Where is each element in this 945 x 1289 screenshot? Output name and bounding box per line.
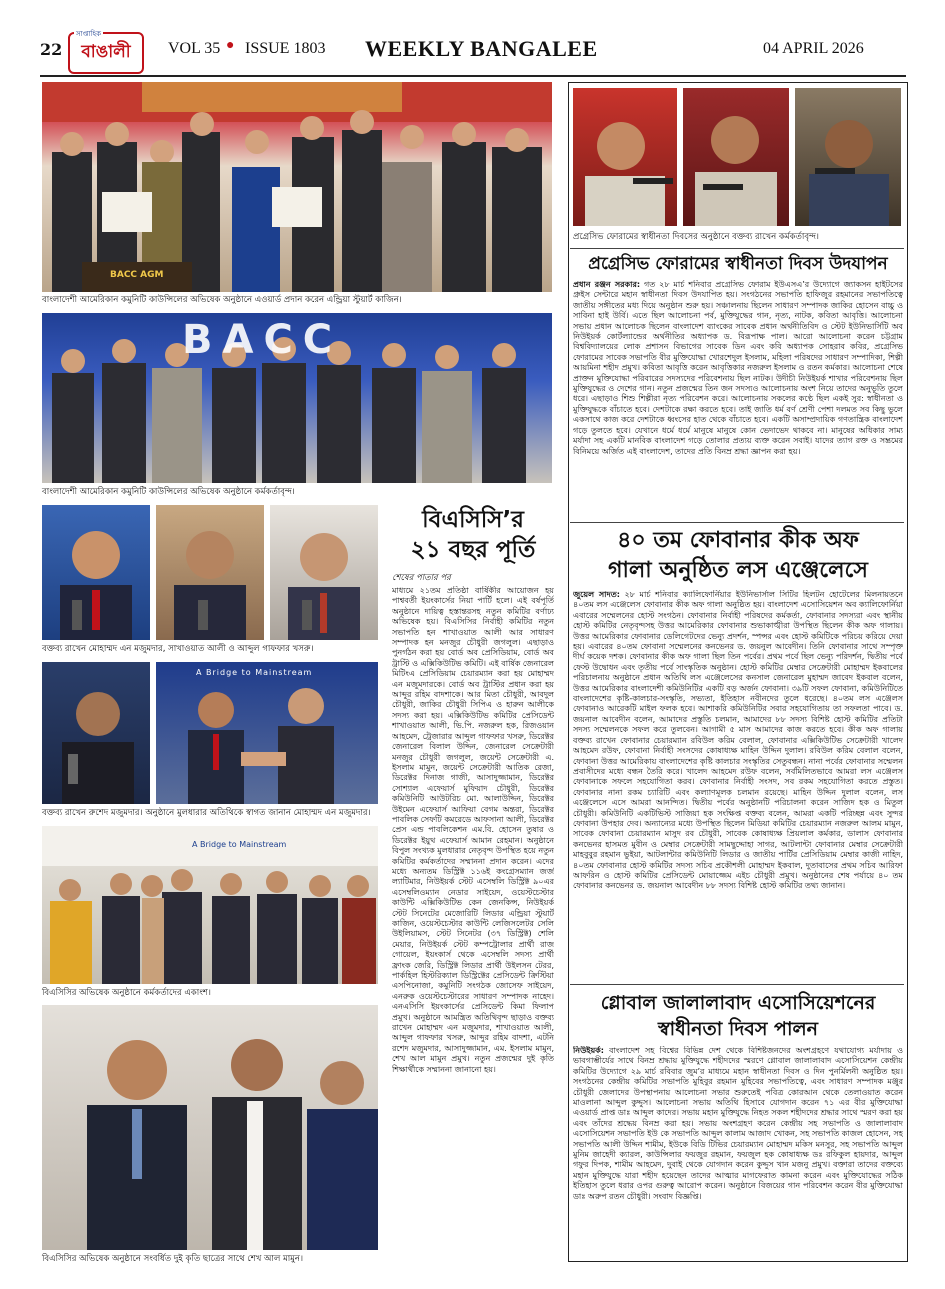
photo-progressive-speaker-2 bbox=[683, 88, 789, 226]
banner-text: BACC bbox=[182, 317, 343, 363]
fobana-byline: জুয়েল সাদত: bbox=[573, 590, 620, 599]
backdrop-text: A Bridge to Mainstream bbox=[192, 840, 287, 849]
photo-speaker-3 bbox=[270, 505, 378, 640]
photo-award-crowd bbox=[42, 82, 552, 292]
masthead-rule bbox=[40, 75, 906, 77]
issue: ISSUE 1803 bbox=[245, 40, 326, 57]
paper-name: WEEKLY BANGALEE bbox=[365, 36, 598, 61]
caption-photo-1: বাংলাদেশী আমেরিকান কমুনিটি কাউন্সিলের অভিষেক অনুষ্ঠানে এওয়ার্ড প্রদান করেন এন্ড্রিয়া স্টুয়ার্ট কাজিন। bbox=[42, 295, 402, 305]
speaker-figure bbox=[795, 88, 901, 226]
photo-progressive-speaker-1 bbox=[573, 88, 677, 226]
bacc-headline bbox=[392, 505, 554, 565]
caption-photo-6: বিএসিসির অভিষেক অনুষ্ঠানে সংবর্ধিত দুই কৃতি ছাত্রের সাথে শেখ আল মামুন। bbox=[42, 1254, 304, 1264]
photo-speaker-2 bbox=[156, 505, 264, 640]
photo-students bbox=[42, 1005, 378, 1250]
divider bbox=[570, 984, 904, 985]
photo-speaker-4 bbox=[42, 662, 150, 804]
separator-dot-icon: ● bbox=[226, 38, 235, 53]
committee-figures bbox=[42, 826, 378, 984]
progressive-text: গত ২৮ মার্চ শনিবার প্রগ্রেসিভ ফোরাম ইউএসএ’র উদ্যোগে জ্যাকসন হাইটসের গ্রুইস সেন্টারে মহান স্বাধীনতা দিবস উদযাপিত হয়। সংগঠনের সভাপতি হাফিজুর রহমানের সভাপতিত্বে জাতীয় সঙ্গীতের মধ্য দিয়ে অনুষ্ঠান শুরু হয়। সঞ্চালনায় ছিলেন সাধারণ সম্পাদক জাকির হোসেন বাচ্চু ও সাবিনা হাই উর্বি। এতে ছিল আলোচনা পর্ব, মুক্তিযুদ্ধের গান, নৃত্য, নাটক, কবিতা আবৃত্তি। আলোচনা সভায় প্রধান আলোচক ছিলেন বাংলাদেশ ব্যাংকের সাবেক প্রধান অর্থনীতিবিদ ও স্টেট ইউনিভার্সিটি অব নিউইয়র্ক কোর্টল্যান্ডের অর্থনীতির অধ্যাপক ড. বিরূপাক্ষ পাল। আরো আলোচনা করেন চট্টগ্রাম বিশ্ববিদ্যালয়ের লোক প্রশাসন বিভাগের সাবেক ডিন এবং কবি অধ্যাপক সোহরাব কবির, প্রগ্রেসিভ ফোরামের সাবেক সভাপতি বীর মুক্তিযোদ্ধা খোরশেদুল ইসলাম, মহিলা পরিষদের সাধারণ সম্পাদিকা, শিল্পী আয়মিনা শহীদ প্রমুখ। কবিতা আবৃত্তি করেন আবৃত্তিকার নজরুল ইসলাম ও রতন কর্মকার। আলোচনা শেষে প্রাক্তন মুক্তিযোদ্ধা পরিবারের সদস্যদের পরিবেশনায় ছিল নাটক। উদীচী নিউইয়র্ক শাখার পরিবেশনায় ছিল মুক্তিযুদ্ধের ও দেশের গান। নতুন প্রজন্মের তিন জন সদস্যও আলোচনায় অংশ নিয়ে তাদের অনুভূতি তুলে ধরে। এছাড়াও শিশু শিল্পীরা নৃত্য পরিবেশন করে। আলোচনায় সকলের কণ্ঠে ছিল একই সুর: স্বাধীনতা ও মুক্তিযুদ্ধকে বাঁচাতে হবে। দেশটাকে রক্ষা করতে হবে। তাই জাতি ধর্ম বর্ণ শ্রেণী পেশা দলমত সব কিছু ভুলে একসাথে কাজ করে দেশটাকে ধ্বংসের হাত থেকে বাঁচাতে হবে। একটি অসাম্প্রদায়িক গণতান্ত্রিক বাংলাদেশ গড়ে তুলতে হবে। যেখানে ধর্মে ধর্মে মানুষে মানুষে কোন ভেদাভেদ থাকবে না। মানুষের অধিকার সাম্য মর্যাদা সহ একটি মানবিক বাংলাদেশ গড়ে তোলার প্রত্যয় ব্যক্ত করেন সবাই। যাদের ত্যাগ রক্ত ও সম্ভ্রমের বিনিময়ে অর্জিত এই বাংলাদেশ, তাদের প্রতি বিনম্র শ্রদ্ধা জ্ঞাপন করা হয়। bbox=[573, 280, 903, 456]
fobana-headline bbox=[573, 526, 903, 586]
photo-award-ceremony bbox=[42, 82, 552, 292]
progressive-body bbox=[573, 280, 903, 518]
caption-photo-5: বিএসিসির অভিষেক অনুষ্ঠানে কর্মকর্তাদের একাংশ। bbox=[42, 988, 211, 998]
speaker-figure bbox=[573, 88, 677, 226]
photo-speaker-1 bbox=[42, 505, 150, 640]
progressive-byline: প্রধান রঞ্জন সরকার: bbox=[573, 280, 641, 289]
jalalabad-headline-line1: গ্লোবাল জালালাবাদ এসোসিয়েশনের bbox=[600, 992, 876, 1014]
caption-photo-3: বক্তব্য রাখেন মোহাম্মদ এন মজুমদার, সাখাওয়াত আলী ও আব্দুল গাফফার খসরু। bbox=[42, 644, 314, 654]
fobana-headline-line2: গালা অনুষ্ঠিত লস এঞ্জেলেসে bbox=[608, 558, 868, 583]
issue-date: 04 APRIL 2026 bbox=[763, 40, 864, 57]
podium-sign: BACC AGM bbox=[110, 270, 164, 280]
students-figures bbox=[42, 1005, 378, 1250]
jalalabad-byline: নিউইয়র্ক: bbox=[573, 1046, 604, 1055]
speaker-figure bbox=[683, 88, 789, 226]
photo-banner-text: A Bridge to Mainstream bbox=[196, 668, 313, 677]
fobana-body bbox=[573, 590, 903, 980]
bacc-headline-line1: বিএসিসি’র bbox=[422, 507, 524, 533]
caption-progressive-photos: প্রগ্রেসিভ ফোরামের স্বাধীনতা দিবসের অনুষ্ঠানে বক্তব্য রাখেন কর্মকর্তাবৃন্দ। bbox=[573, 232, 819, 242]
paper-logo: বাঙালী bbox=[68, 32, 144, 74]
photo-progressive-speaker-3 bbox=[795, 88, 901, 226]
photo-committee-group bbox=[42, 826, 378, 984]
divider bbox=[570, 248, 904, 249]
fobana-text: ২৮ মার্চ শনিবার ক্যালিফোর্নিয়ার ইউনিভার্সাল সিটির হিলটন হোটেলের মিলনায়তনে ৪০তম লস এঞ্জেলেস ফোবানার কীক অফ গালা অনুষ্ঠিত হয়। বাংলাদেশ এসোসিয়েশন অব ক্যালিফোর্নিয়া এবারের সম্মেলনের হোস্ট সংগঠন। ফোবানার নির্বাহী পরিষদের কর্মকর্তা, ফোবানার সদস্যরা এবং স্থানীয় হোস্ট কমিটির নেতৃবৃন্দসহ উত্তর আমেরিকার ফোবানার শুভাকাঙ্খীরা উপস্থিত ছিলেন কীক অফ গালায়। উত্তর আমেরিকার ফোবানার ডেলিগেটদের ভেন্যু প্রদর্শন, স্পন্সর এবং হোস্ট কমিটিকে পরিচয় করিয়ে দেয়া হয়। এবারের ৪০তম ফোবানা সম্মেলনের কনভেনর ড. জয়নুল আবেদীন। তিনি ফোবানার সাথে সম্পৃক্ত দীর্ঘ কয়েক দশক। ফোবানার কীক অফ গালা ছিল তিন পর্বের। প্রথম পর্বে ছিল ভেন্যু পরিদর্শন, দ্বিতীয় পর্বে ফেস্ট উদ্বোধন এবং তৃতীয় পর্বে সাংস্কৃতিক অনুষ্ঠান। হোস্ট কমিটির মেম্বার সেক্রেটারী মোহাম্মদ ইকবালের পরিচালনায় অনুষ্ঠানে প্রধান অতিথি লস এঞ্জেলেসের কনসাল জেনারেল মুহাম্মদ জাবেদ ইকবাল বলেন, উত্তর আমেরিকার বাংলাদেশী কমিউনিটির একটি বড় অর্জন ফোবানা। ৩৯টি সফল ফোবানা, কমিউনিটিতে বাংলাদেশের কৃষ্টি-কালচার-সংস্কৃতি, সভ্যতা, ইতিহাস নবীনদের তুলে ধরেছে। ৪০তম লস এঞ্জেলস ফোবানাও আরেকটি মাইল ফলক হবে। আশাকরি কমিউনিটির সবার সহযোগিতায় তা সফলতা পাবে। ড. জয়নাল আবেদীন বলেন, আমাদের প্রস্তুতি চলমান, আমাদের ৮৮ সদস্য বিশিষ্ট হোস্ট কমিটির প্রতিটা সদস্য সম্মেলনকে সফল করে তুলবেন। আগামী ৫ মাস আমাদের কাজ করতে হবে। কীক অফ গালায় বক্তব্য রাখেন ফোবানার চেয়ারম্যান রবিউল করিম বেলাল, ফোবানার এক্সিকিউটিভ সেক্রেটারী খালেদ আহমেদ রউফ, ফোবানা নির্বাহী সংসদের কোষাধ্যক্ষ মাহিন উদ্দিন দুলাল। রবিউল করিম বেলাল বলেন, ফোবানা উত্তর আমেরিকায় বাংলাদেশের কৃষ্টি কালচার সংস্কৃতির সেতুবন্ধন। নানা পর্বের ফোবানার সম্মেলন প্রবাসীদের মধ্যে বন্ধন তৈরি করে। খালেদ আহমেদ রউফ বলেন, সর্বমিলিতভাবে আমরা লস এঞ্জেলস ফোবানাকে সফলে সহযোগিতা করব। ফোবানার নির্বাহী সংসদ, সব রকম সহযোগিতা করতে প্রস্তুত। ফোবানার নানা রকম চ্যারিটি এবং কল্যাণমূলক চলমান রয়েছে। মাহিন উদ্দিন দুলাল বলেন, লস এঞ্জেলেসে এসে আমরা আনন্দিত। দ্বিতীয় পর্বের অনুষ্ঠানটি পরিচালনা করেন সাজিদ হক ও মিতুল চৌধুরী। কমিউনিটি একটিভিস্ট সাজিয়া হক সংক্ষিপ্ত বক্তব্য বলেন, আমরা একটি পরিচ্ছন্ন এবং সুন্দর ফোবানা উপহার দেব। অন্যান্যের মধ্যে উপস্থিত ছিলেন মিডিয়া কমিটির চেয়ারম্যান নজরুল আলম মামুন, সাবেক ফোবানা চেয়ারম্যান মাসুদ রব চৌধুরী, সাবেক কোষাধ্যক্ষ প্রিয়লাল কর্মকার, ডালাস ফোবানার কনভেনর হাসমত মুবীন ও মেম্বার সেক্রেটারী সামছুদ্দোহা সাগর, আটলান্টা ফোবানার মেম্বার সেক্রেটারী মাহবুবুর রহমান ভুইয়া, আটলান্টার কমিউনিটি লিডার ও জাতীয় পার্টির প্রেসিডিয়াম মেম্বার কাজী নাহিদ, ৪০তম ফোবানার হোস্ট কমিটির সদস্য সচিব প্রকৌশলী মোহাম্মদ ইকবাল, দুতাবাসের প্রথম সচিব আরিফা আফরিন ও হোস্ট কমিটির প্রেসিডেন্ট মোয়াজ্জেম এইচ চৌধুরী প্রমুখ। অনুষ্ঠানের শেষ পর্যায়ে ৪০ তম ফোবানার কনভেনর ড. জয়নাল আবেদীন ৮৮ সদস্য বিশিষ্ট হোস্ট কমিটির তথ্য জানান। bbox=[573, 590, 903, 891]
fobana-headline-line1: ৪০ তম ফোবানার কীক অফ bbox=[617, 528, 859, 553]
progressive-headline: প্রগ্রেসিভ ফোরামের স্বাধীনতা দিবস উদযাপন bbox=[588, 254, 888, 274]
bacc-headline-line2: ২১ বছর পূর্তি bbox=[410, 537, 536, 563]
bacc-body: মাধ্যমে ২১তম প্রতিষ্ঠা বার্ষিকীর আয়োজন হয় পাশ্ববর্তী ইয়ংকার্সের নিয়া পার্টি হলে। এই বর্ষপূর্তি অনুষ্ঠানে দায়িত্ব হস্তান্তরসহ নতুন কমিটির বর্ণাঢ্য অভিষেক হয়। বিএসিসির নির্বাহী কমিটির নতুন সভাপতি হন শাখাওয়াত আলী আর সাধারণ সম্পাদক হন মনজুর চৌধুরী জগলুল। এছাড়াও পুনর্গঠন করা হয় বোর্ড অব প্রেসিডিয়াম, বোর্ড অব ট্রাস্টি ও এক্সিকিউটিভ কমিটি। এই বার্ষিক জেনারেল মিটিংএ প্রেসিডিয়াম চেয়ারম্যান করা হয় মোহাম্মদ এন মজুমদারকে। বোর্ড অব ট্রাস্টির প্রধান করা হয় আব্দুর রহিম বাদশাকে। আর মিতা চৌধুরী, আবদুল চৌধুরী, জাকির চৌধুরী সিপিএ ও হারুন আলীকে সদস্য করা হয়। এক্সিকিউটিভ কমিটির প্রেসিডেন্ট শাখাওয়াত আলী, ভি.পি. নজরুল হক, রিজওয়ান আহমেদ, ট্রেজারার আব্দুল গাফফার খসরু, ডিরেক্টর জেনারেল বিলাল উদ্দিন, জেনারেল সেক্রেটারী মনজুর চৌধুরী জগলুল, জয়েন্ট সেক্রেটারী এ. ইসলাম মামুন, জয়েন্ট সেক্রেটারী আতিক রেজা, ডিরেক্টর দিনাজ গাজী, আসাদুজ্জামান, ডিরেক্টর সোশ্যাল এফেয়ার্স মুফিয়াদ চৌধুরী, ডিরেক্টর কমিউনিটি আউটরিচ মো. আলাউদ্দিন, ডিরেক্টর উইমেন এফেয়ার্স আফিয়া বেগম অন্তরা, ডিরেক্টর পাবলিক সেফটি কমরেডে আফসানা আলী, ডিরেক্টর প্রেস এন্ড পাবলিকেশন এম.বি. হোসেন তুষার ও ডিরেক্টর ইয়ুথ এফেয়ার্স আমান রেহমান। অনুষ্ঠানে বিপুল সংখ্যক মুলধারার নেতৃবৃন্দ উপস্থিত হয়ে নতুন কমিটির কর্মকর্তাদের সম্মাননা প্রদান করেন। এদের মধ্যে অন্যতম ডিস্ট্রিক্ট ১১৬ই কংগ্রেসম্যান জর্জ ল্যাটিমার, নিউইয়র্ক স্টেট এসেম্বলি ডিস্ট্রিক্ট ৯০এর এসেম্বলিওম্যান নেডার সাইয়েদ, ওয়েস্টচেস্টার কাউন্টি এক্সিকিউটিভ কেন জেনকিন্স, নিউইয়র্ক স্টেট সিনেটের মেজোরিটি লিডার এন্ড্রিয়া স্টুয়ার্ট কাজিন, ওয়েস্টচেস্টার কাউন্টি লেজিসলেটর সেলি উইলিয়ামস, স্টেট সিনেটর (৩৭ ডিস্ট্রিক্ট) শেলি মেয়ার, নিউইয়র্ক স্টেট কম্পট্রোলার প্রার্থী রাজ গোয়েল, ইয়ংকার্স থেকে এসেম্বলি সদস্য প্রার্থী ফ্রাংক জেরি, ডিস্ট্রিক্ট লিডার প্রার্থী উইলসন টেরর, পার্কহিল হিস্টরিক্যাল ডিস্ট্রিক্টের প্রেসিডেন্ট ক্রিস্টিয়া এসপিনোজা, কমুনিটি সংগঠক জোসেফ সাইয়েদ, এনরুক ওয়েস্টচেস্টারের সাধারণ সম্পাদক নাহেদ। এনএসিসি ইয়ংকার্সের প্রেসিডেন্ট কিমা ফিলাপ প্রমুখ। অনুষ্ঠানে আমন্ত্রিত অতিথিবৃন্দ ছাড়াও বক্তব্য রাখেন মোহাম্মদ এন মজুমদার, শাখাওয়াত আলী, আব্দুল গাফফার খসরু, আব্দুর রহিম বাদশা, এটনি রশেদ মজুমদার, আসাদুজ্জামান, এম. ইসলাম মামুন, শেখ আল মামুন প্রমুখ। নতুন প্রজন্মের দুই কৃতি শিক্ষার্থীকে সম্মাননা জানানো হয়। bbox=[392, 586, 554, 1074]
speaker-figure bbox=[42, 662, 150, 804]
photo-officials-group bbox=[42, 313, 552, 483]
paper-logo-sub: সাপ্তাহিক bbox=[76, 30, 102, 38]
bacc-jump-line: শেষের পাতার পর bbox=[392, 573, 451, 583]
photo-guest-welcome bbox=[156, 662, 378, 804]
jalalabad-body bbox=[573, 1046, 903, 1256]
speaker-figure bbox=[42, 505, 150, 640]
caption-photo-4: বক্তব্য রাখেন রুশেদ মজুমদার। অনুষ্ঠানে মুলধারার অতিথিকে স্বাগত জানান মোহাম্মদ এন মজুমদার। bbox=[42, 808, 371, 818]
jalalabad-headline-line2: স্বাধীনতা দিবস পালন bbox=[658, 1018, 818, 1040]
speaker-figure bbox=[270, 505, 378, 640]
divider bbox=[570, 522, 904, 523]
volume: VOL 35 bbox=[168, 40, 221, 57]
caption-photo-2: বাংলাদেশী আমেরিকান কমুনিটি কাউন্সিলের অভিষেক অনুষ্ঠানে কর্মকর্তাবৃন্দ। bbox=[42, 487, 295, 497]
guest-welcome-figures bbox=[156, 662, 378, 804]
speaker-figure bbox=[156, 505, 264, 640]
jalalabad-headline bbox=[573, 990, 903, 1042]
page-number: 22 bbox=[40, 40, 63, 59]
jalalabad-text: বাংলাদেশ সহ বিশ্বের বিভিন্ন দেশ থেকে বিশিষ্টজনদের অংশগ্রহণে যথাযোগ্য মর্যাদায় ও ভাবগাম্ভীর্যের সাথে বিনম্র শ্রদ্ধায় মুক্তিযুদ্ধে শহীদদের স্মরণে গ্লোবাল জালালাবাদ এসোসিয়েশন কেন্দ্রীয় কমিটির উদ্যোগে ২৯ মার্চ রবিবার জুম’র মাধ্যমে মহান স্বাধীনতা দিবস ও দিন পুনর্মিলনী অনুষ্ঠিত হয়। সংগঠনের কেন্দ্রীয় কমিটির সভাপতি মুহিবুর রহমান মুহিবের সভাপতিত্বে, এবং সাধারণ সম্পাদক মঞ্জুর চৌধুরী জেলাদের উপস্থাপনায় আলোচনা সভার শুরুতেই পবিত্র কোরআন থেকে তেলাওয়াত করেন মাওলানা আব্দুল কুদ্দুস। আলোচনা সভায় অতিথি হিসাবে যোগদান করেন ৭১ এর বীর মুক্তিযোদ্ধা এওয়ার্ড প্রাপ্ত ডাঃ আব্দুল কাদের। সভায় মহান মুক্তিযুদ্ধে নিহত সকল শহীদদের শ্রদ্ধার সাথে স্মরণ করা হয় এবং তাঁদের শ্রদ্ধেয় বিনম্র করা হয়। সভায় অংশগ্রহণ করেন কেন্দ্রীয় সহ সভাপতি ও জালালাবাদ এসোসিয়েশন সভাপতি ইউ কে সভাপতি আব্দুল কালাম আজাদ খোকন, সহ সভাপতি কাজল হোসেন, সহ সভাপতি আলী উদ্দিন শামীম, ইউকে বিডি টিভির চেয়ারম্যান মোহাম্মদ মকিস মনসুর, সহ সভাপতি আব্দুল মুনিম জাহেদী ক্যারল, কাউন্সিলার ফয়জুর রহমান, ফয়জুল হক কোষাধ্যক্ষ ডঃ রফিকুল হায়দার, আব্দুল গফুর দিপক, শামীম আহমেদ, দুবাই থেকে যোগদান করেন কুদ্দুস খান মজনু প্রমুখ। বক্তারা তাদের বক্তব্যে মহান মুক্তিযুদ্ধে যারা শহীদ হয়েছেন তাদের আত্মার মাগফেরাত কামনা করেন এবং মুক্তিযোদ্ধের সঠিক ইতিহাস তুলে ধরার ওপর গুরুত্ব আরোপ করেন। অনুষ্ঠানে বিজয়ের গান পরিবেশন করেন বীর মুক্তিযোদ্ধা ডাঃ অরুপ রতন চৌধুরী। সংবাদ বিজ্ঞপ্তি। bbox=[573, 1046, 903, 1201]
